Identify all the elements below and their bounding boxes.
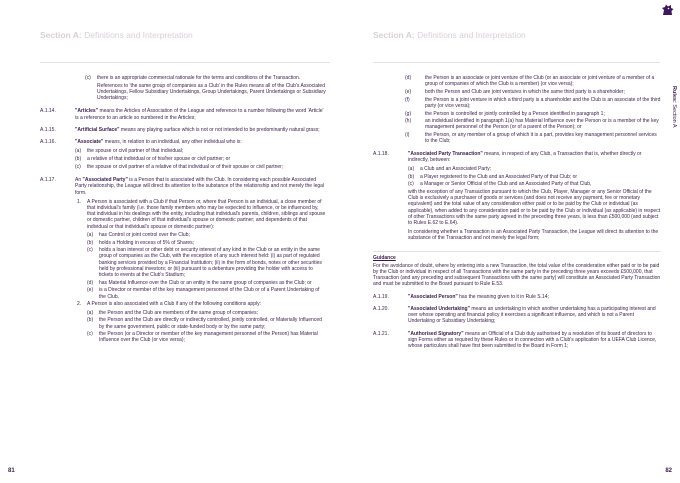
list-item: (i) the Person, or any member of a group of which it is a part, provides key management personnel services to the Club;	[405, 132, 657, 145]
right-section-title: Section A: Definitions and Interpretation	[373, 30, 526, 40]
page-number-left: 81	[8, 468, 15, 474]
list-item: (c) holds a loan interest or other debt or security interest of any kind in the Club or an entity in the same group of companies as the Club, with the exception of any such interest held: (i) as part of regulated banking services provided by a Financial Institution; (ii) in the form of bonds, notes or other securities held by professional investors; or (iii) pursuant to a debenture providing the holder with access to tickets to events at the Club's Stadium;	[87, 247, 322, 279]
rule-a117: A.1.17. An "Associated Party" is a Person that is associated with the Club. In considering each possible Associated Party relationship, the League will direct its attention to the substance of the relationship and not merely the legal form. 1. A Person is associated with a Club if that Person or, where that Person is an individual, a close member of that individual's family (i.e. those family members who may be expected to influence, or be influenced by, that individual in his dealings with the entity, including that individual's parents, children, siblings and spouse or domestic partner, children of that individual's spouse or domestic partner; and dependents of that individual or that individual's spouse or domestic partner): (a) has Control or joint control over the Club; (b) holds a Holding in excess of 5% of Shares; (c) holds a loan interest or other debt or security interest of any kind in the Club or an entity in the same group of companies as the Club, with the exception of any such interest held: (i) as part of regulated banking services provided by a Financial Institution; (ii) in the form of bonds, notes or other securities held by professional investors; or (iii) pursuant to a debenture providing the holder with access to tickets to events at the Club's Stadium; (d) has Material Influence over the Club or an entity in the same group of companies as the Club; or (e) is a Director or member of the key management personnel of the Club or of a Parent Undertaking of the Club. 2. A Person is also associated with a Club if any of the following conditions apply: (a) the Person and the Club are members of the same group of companies; (b) the Person and the Club are directly or indirectly controlled, jointly controlled, or Materially Influenced by the same government, public or state-funded body or by the same party; (c) the Person (or a Director or member of the key management personnel of the Person) has Material Influence over the Club (or vice versa);	[40, 177, 326, 344]
list-item: (b) a Player registered to the Club and an Associated Party of that Club; or	[408, 173, 578, 180]
list-item: (c) the Person (or a Director or member of the key management personnel of the Person) has Material Influence over the Club (or vice versa);	[87, 331, 318, 344]
list-item: (a) a Club and an Associated Party;	[408, 165, 492, 172]
list-item: (a) the Person and the Club are members of the same group of companies;	[87, 309, 258, 316]
right-header-divider	[373, 62, 660, 63]
list-item: (h) an individual identified in paragraph 1(a) has Material Influence over the Person or is a member of the key management personnel of the Person (or of a parent of the Person); or	[405, 118, 659, 131]
paragraph-1: 1. A Person is associated with a Club if that Person or, where that Person is an individual, a close member of that individual's family (i.e. those family members who may be expected to influence, or be influenced by, that individual in his dealings with the entity, including that individual's parents, children, siblings and spouse or domestic partner, children of that individual's spouse or domestic partner; and dependents of that individual or that individual's spouse or domestic partner):	[77, 198, 326, 230]
list-item: (a) the spouse or civil partner of that individual;	[75, 148, 184, 155]
rule-a115: A.1.15. "Artificial Surface" means any playing surface which is not or not intended to be predominantly natural grass;	[40, 126, 320, 133]
list-item: (e) both the Person and Club are joint ventures in which the same third party is a shareholder;	[405, 88, 625, 95]
rule-a120: A.1.20. "Associated Undertaking" means an undertaking in which another undertaking has a participating interest and over whose operating and financial policy it exercises a significant influence, and which is not a Parent Undertaking or Subsidiary Undertaking;	[373, 305, 656, 325]
guidance-heading: Guidance	[373, 254, 396, 261]
list-item: (d) the Person is an associate or joint venture of the Club (or an associate or joint venture of a member of a group of companies of which the Club is a member) (or vice versa);	[405, 75, 655, 88]
continued-list	[373, 75, 661, 145]
list-item: (f) the Person is a joint venture in which a third party is a shareholder and the Club is an associate of the third party (or vice versa);	[405, 96, 661, 109]
list-item: (b) holds a Holding in excess of 5% of Shares;	[87, 239, 195, 246]
rule-a118: A.1.18. "Associated Party Transaction" means, in respect of any Club, a Transaction that is, whether directly or indirectly, between: (a) a Club and an Associated Party; (b) a Player registered to the Club and an Associated Party of that Club; or (c) a Manager or Senior Official of the Club and an Associated Party of that Club, with the exception of any Transaction pursuant to which the Club, Player, Manager or any Senior Official of the Club is exclusively a purchaser of goods or services (and does not receive any payment, fee or monetary equivalent) and the total value of any consideration either paid or to be paid by the Club or individual (as applicable), when added to any consideration paid or to be paid by the Club or individual (as applicable) in respect of other Transactions with the same party agreed in the preceding three years, is less than £500,000 (and subject to Rules E.62 to E.64). In considering whether a Transaction is an Associated Party Transaction, the League will direct its attention to the substance of the Transaction and not merely the legal form;	[373, 150, 661, 242]
list-item: (e) is a Director or member of the key management personnel of the Club or of a Parent Undertaking of the Club.	[87, 287, 320, 300]
right-content	[373, 75, 661, 355]
list-item: (d) has Material Influence over the Club or an entity in the same group of companies as the Club; or	[87, 279, 312, 286]
intro-reference: References to 'the same group of companies as a Club' in the Rules means all of the Club's Associated Undertakings, Fellow Subsidiary Undertakings, Group Undertakings, Parent Undertakings or Subsidiary Undertakings;	[97, 82, 326, 102]
list-item: (b) a relative of that individual or of his/her spouse or civil partner; or	[75, 155, 231, 162]
left-section-title: Section A: Definitions and Interpretation	[40, 30, 193, 40]
paragraph-2: 2. A Person is also associated with a Club if any of the following conditions apply:	[77, 301, 261, 308]
guidance-text: For the avoidance of doubt, where by entering into a new Transaction, the total value of the consideration either paid or to be paid by the Club or individual in respect of all Transactions with the same party in the preceding three years exceeds £500,000, that Transaction (and any preceding and subsequent Transactions with the same party) will constitute an Associated Party Transaction and must be submitted to the Board pursuant to Rule E.53.	[373, 262, 661, 288]
left-content	[40, 75, 326, 351]
rule-a121: A.1.21. "Authorised Signatory" means an Official of a Club duly authorised by a resolution of its board of directors to sign Forms either as required by these Rules or in connection with a Club's application for a UEFA Club Licence, whose particulars shall have first been submitted to the Board in Form 1;	[373, 330, 657, 349]
page-number-right: 82	[665, 468, 672, 474]
premier-league-lion-icon	[661, 4, 674, 16]
list-item: (c) a Manager or Senior Official of the Club and an Associated Party of that Club,	[408, 181, 592, 188]
side-tab: Rules: Section A	[671, 86, 677, 128]
right-page	[340, 0, 680, 483]
left-header-divider	[40, 62, 330, 63]
list-item: (g) the Person is controlled or jointly controlled by a Person identified in paragraph 1;	[405, 110, 605, 117]
rule-a114: A.1.14. "Articles" means the Articles of Association of the League and reference to a number following the word 'Article' is a reference to an article so numbered in the Articles;	[40, 108, 324, 121]
intro-item-c: (c) there is an appropriate commercial rationale for the terms and conditions of the Transaction.	[85, 75, 301, 81]
guidance-divider	[373, 251, 661, 252]
rule-a116: A.1.16. "Associate" means, in relation to an individual, any other individual who is: (a) the spouse or civil partner of that individual; (b) a relative of that individual or of his/her spouse or civil partner; or (c) the spouse or civil partner of a relative of that individual or of their spouse or civil partner;	[40, 139, 326, 171]
list-item: (a) has Control or joint control over the Club;	[87, 231, 190, 238]
list-item: (b) the Person and the Club are directly or indirectly controlled, jointly controlled, or Materially Influenced by the same government, public or state-funded body or by the same party;	[87, 317, 322, 330]
rule-a119: A.1.19. "Associated Person" has the meaning given to it in Rule S.14;	[373, 293, 549, 300]
list-item: (c) the spouse or civil partner of a relative of that individual or of their spouse or civil partner;	[75, 163, 284, 170]
